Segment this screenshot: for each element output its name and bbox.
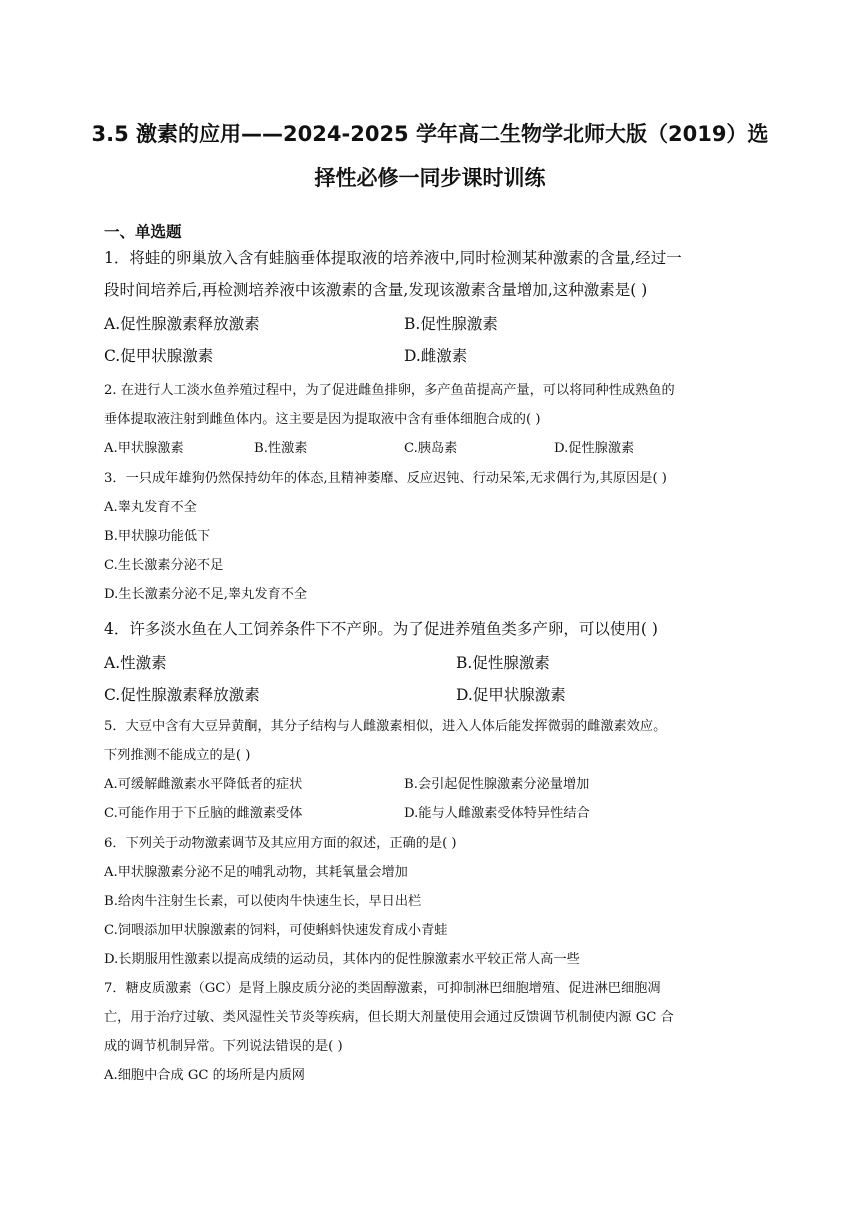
question-2-stem-line-2: 垂体提取液注射到雌鱼体内。这主要是因为提取液中含有垂体细胞合成的( ) — [104, 412, 541, 427]
question-3-option-c[interactable]: C.生长激素分泌不足 — [104, 558, 224, 573]
question-5-options-row-2 — [104, 799, 754, 828]
question-7 — [104, 974, 754, 1090]
question-7-option-a[interactable]: A.细胞中合成 GC 的场所是内质网 — [104, 1068, 305, 1083]
question-4-option-c[interactable]: C.促性腺激素释放激素 — [104, 686, 260, 704]
question-7-stem-line-1: 7．糖皮质激素（GC）是肾上腺皮质分泌的类固醇激素，可抑制淋巴细胞增殖、促进淋巴细胞凋 — [104, 981, 661, 996]
question-4-option-b[interactable]: B.促性腺激素 — [456, 654, 550, 672]
question-2-option-d[interactable]: D.促性腺激素 — [554, 441, 635, 456]
question-3-option-b[interactable]: B.甲状腺功能低下 — [104, 529, 211, 544]
question-2-stem-line-1: 2. 在进行人工淡水鱼养殖过程中，为了促进雌鱼排卵，多产鱼苗提高产量，可以将同种性成熟鱼的 — [104, 383, 675, 398]
question-4-option-d[interactable]: D.促甲状腺激素 — [456, 686, 566, 704]
question-6 — [104, 829, 754, 974]
question-5-option-c[interactable]: C.可能作用于下丘脑的雌激素受体 — [104, 806, 303, 821]
question-6-option-b[interactable]: B.给肉牛注射生长素，可以使肉牛快速生长，早日出栏 — [104, 894, 422, 909]
question-3-stem-line-1: 3．一只成年雄狗仍然保持幼年的体态,且精神萎靡、反应迟钝、行动呆笨,无求偶行为,其原因是( ) — [104, 471, 667, 486]
question-3-option-d[interactable]: D.生长激素分泌不足,睾丸发育不全 — [104, 587, 308, 602]
question-5-options-row-1 — [104, 770, 754, 799]
title-line-1: 3.5 激素的应用——2024-2025 学年高二生物学北师大版（2019）选 — [91, 122, 769, 146]
question-4-options-row-1 — [104, 647, 754, 679]
question-2-option-c[interactable]: C.胰岛素 — [404, 441, 458, 456]
question-1-option-d[interactable]: D.雌激素 — [404, 347, 468, 365]
question-6-option-d[interactable]: D.长期服用性激素以提高成绩的运动员，其体内的促性腺激素水平较正常人高一些 — [104, 952, 580, 967]
question-5-stem-line-2: 下列推测不能成立的是( ) — [104, 748, 251, 763]
question-5 — [104, 712, 754, 828]
question-1-stem-line-2: 段时间培养后,再检测培养液中该激素的含量,发现该激素含量增加,这种激素是( ) — [104, 281, 648, 299]
document-title — [70, 112, 790, 200]
question-2-options-row — [104, 434, 754, 463]
question-5-option-a[interactable]: A.可缓解雌激素水平降低者的症状 — [104, 777, 303, 792]
question-1-option-a[interactable]: A.促性腺激素释放激素 — [104, 315, 260, 333]
question-1-options-row-1 — [104, 308, 754, 340]
question-7-stem-line-2: 亡，用于治疗过敏、类风湿性关节炎等疾病，但长期大剂量使用会通过反馈调节机制使内源 GC 合 — [104, 1010, 674, 1025]
question-1-options-row-2 — [104, 340, 754, 372]
question-6-option-c[interactable]: C.饲喂添加甲状腺激素的饲料，可使蝌蚪快速发育成小青蛙 — [104, 923, 448, 938]
question-4-options-row-2 — [104, 679, 754, 711]
question-3-option-a[interactable]: A.睾丸发育不全 — [104, 500, 197, 515]
question-4 — [104, 613, 754, 711]
question-3 — [104, 464, 754, 609]
question-6-stem-line-1: 6．下列关于动物激素调节及其应用方面的叙述，正确的是( ) — [104, 836, 457, 851]
question-5-stem-line-1: 5．大豆中含有大豆异黄酮，其分子结构与人雌激素相似，进入人体后能发挥微弱的雌激素效应。 — [104, 719, 667, 734]
question-4-option-a[interactable]: A.性激素 — [104, 654, 167, 672]
question-1-stem-line-1: 1．将蛙的卵巢放入含有蛙脑垂体提取液的培养液中,同时检测某种激素的含量,经过一 — [104, 249, 682, 267]
section-heading: 一、单选题 — [104, 223, 182, 241]
question-2-option-b[interactable]: B.性激素 — [254, 441, 308, 456]
question-7-stem-line-3: 成的调节机制异常。下列说法错误的是( ) — [104, 1039, 343, 1054]
question-1-option-c[interactable]: C.促甲状腺激素 — [104, 347, 214, 365]
question-1 — [104, 242, 754, 372]
question-5-option-d[interactable]: D.能与人雌激素受体特异性结合 — [404, 806, 590, 821]
question-6-option-a[interactable]: A.甲状腺激素分泌不足的哺乳动物，其耗氧量会增加 — [104, 865, 408, 880]
question-1-option-b[interactable]: B.促性腺激素 — [404, 315, 498, 333]
question-4-stem-line-1: 4．许多淡水鱼在人工饲养条件下不产卵。为了促进养殖鱼类多产卵，可以使用( ) — [104, 620, 658, 638]
title-line-2: 择性必修一同步课时训练 — [314, 166, 546, 190]
question-2 — [104, 376, 754, 463]
question-5-option-b[interactable]: B.会引起促性腺激素分泌量增加 — [404, 777, 590, 792]
question-2-option-a[interactable]: A.甲状腺激素 — [104, 441, 184, 456]
